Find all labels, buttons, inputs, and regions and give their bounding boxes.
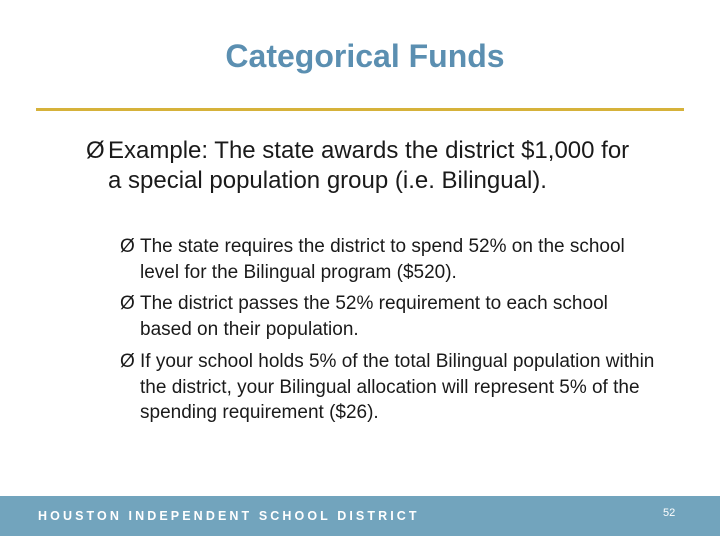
sub-bullet-3-text: If your school holds 5% of the total Bilingual population within the district, your Bilingual allocation will represent 5% of the spending requirement ($26). [140,351,655,423]
sub-bullet-2-text: The district passes the 52% requirement to each school based on their population. [140,293,608,340]
sub-bullet-3 [120,349,660,426]
footer-bar [0,496,720,536]
sub-bullet-1-text: The state requires the district to spend 52% on the school level for the Bilingual program ($520). [140,236,625,283]
arrow-bullet-icon: Ø [120,351,135,372]
slide-title: Categorical Funds [225,38,505,74]
bullet-main [86,136,646,196]
sub-bullet-1 [120,234,660,285]
arrow-bullet-icon: Ø [120,236,135,257]
bullet-main-text: Example: The state awards the district $1,000 for a special population group (i.e. Bilingual). [108,137,630,194]
arrow-bullet-icon: Ø [120,293,135,314]
arrow-bullet-icon: Ø [86,137,105,164]
footer-organization: HOUSTON INDEPENDENT SCHOOL DISTRICT [38,509,420,523]
page-number: 52 [663,507,676,519]
sub-bullet-2 [120,291,660,342]
